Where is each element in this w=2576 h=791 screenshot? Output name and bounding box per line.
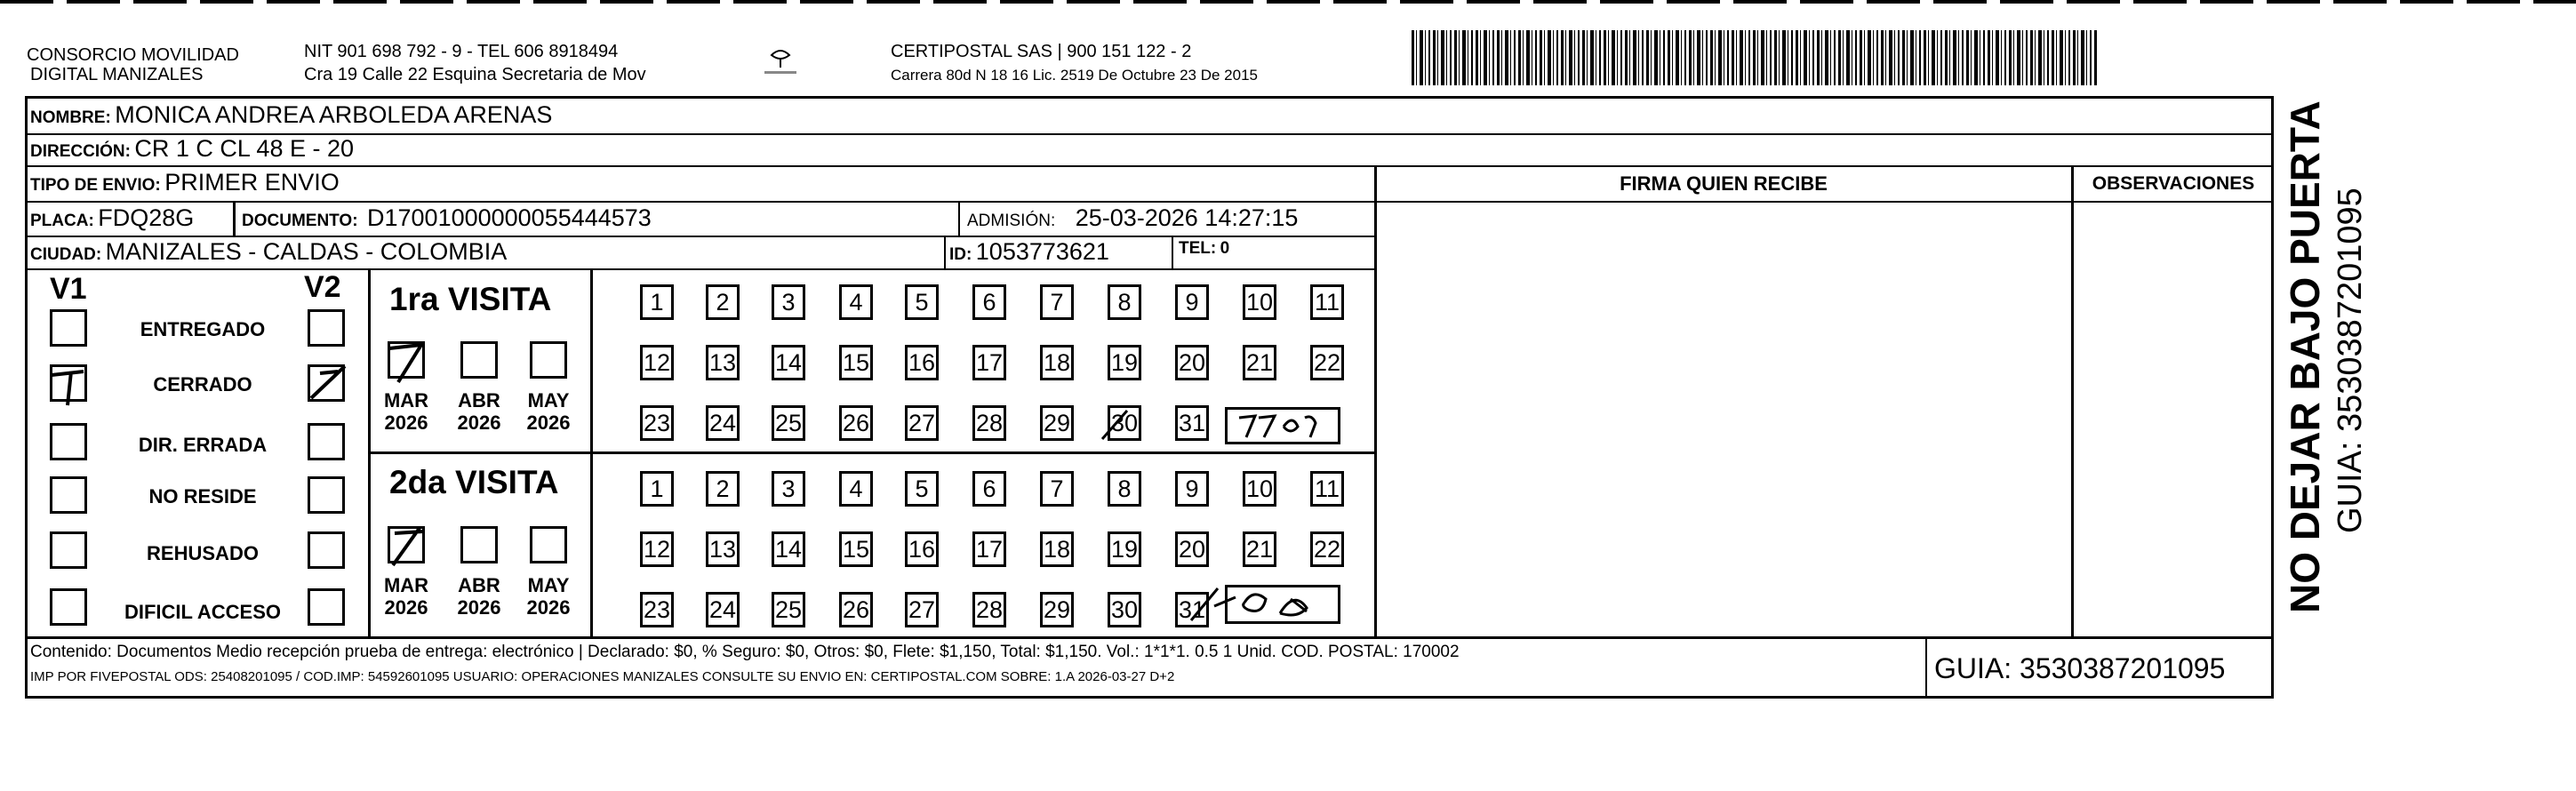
- first-visit-day-box[interactable]: 24: [706, 405, 740, 441]
- first-visit-day-box[interactable]: 17: [972, 345, 1006, 380]
- row-divider-5: [25, 268, 1376, 270]
- tel-label: TEL:: [1179, 239, 1217, 258]
- second-visit-may-checkbox[interactable]: [530, 526, 567, 563]
- second-visit-day-box[interactable]: 15: [839, 531, 873, 567]
- v1-rehusado-checkbox[interactable]: [50, 531, 87, 569]
- second-visit-day-box[interactable]: 23: [640, 592, 674, 627]
- col-divider-tel: [1172, 236, 1173, 269]
- ciudad-value: MANIZALES - CALDAS - COLOMBIA: [105, 238, 508, 265]
- status-rehusado: REHUSADO: [147, 542, 259, 564]
- company-name-line2: DIGITAL MANIZALES: [30, 65, 204, 84]
- top-edge: [0, 0, 2576, 4]
- second-visit-day-box[interactable]: 2: [706, 471, 740, 507]
- second-visit-day-box[interactable]: 30: [1108, 592, 1141, 627]
- status-dificil-acceso: DIFICIL ACCESO: [124, 601, 281, 623]
- row-divider-4: [25, 236, 1376, 237]
- v2-rehusado-checkbox[interactable]: [308, 531, 345, 569]
- first-visit-day-box[interactable]: 13: [706, 345, 740, 380]
- first-visit-mar-mark: [382, 336, 436, 389]
- second-visit-day-box[interactable]: 14: [772, 531, 805, 567]
- second-visit-day-box[interactable]: 16: [905, 531, 939, 567]
- status-no-reside: NO RESIDE: [148, 485, 257, 507]
- status-cerrado: CERRADO: [153, 373, 252, 396]
- v1-dificil-acceso-checkbox[interactable]: [50, 588, 87, 626]
- ciudad-row: [30, 240, 507, 264]
- placa-value: FDQ28G: [98, 204, 195, 231]
- row-divider-1: [25, 133, 2274, 135]
- second-visit-day-box[interactable]: 22: [1310, 531, 1344, 567]
- second-visit-day-box[interactable]: 18: [1040, 531, 1074, 567]
- first-visit-day-box[interactable]: 12: [640, 345, 674, 380]
- v2-no-reside-checkbox[interactable]: [308, 476, 345, 514]
- observaciones-header: OBSERVACIONES: [2092, 173, 2255, 194]
- company-name-line1: CONSORCIO MOVILIDAD: [27, 45, 239, 65]
- first-visit-day-box[interactable]: 21: [1243, 345, 1276, 380]
- second-visit-day-box[interactable]: 28: [972, 592, 1006, 627]
- id-label: ID:: [949, 245, 972, 264]
- first-visit-day-box[interactable]: 29: [1040, 405, 1074, 441]
- first-visit-day-box[interactable]: 27: [905, 405, 939, 441]
- first-visit-day30-mark: [1095, 405, 1134, 446]
- col-divider-admision: [958, 203, 960, 236]
- first-visit-month-may: MAY 2026: [526, 389, 571, 435]
- second-visit-day-box[interactable]: 4: [839, 471, 873, 507]
- nombre-row: [30, 103, 552, 127]
- second-visit-abr-checkbox[interactable]: [460, 526, 498, 563]
- v1-label: V1: [50, 272, 87, 306]
- first-visit-day-box[interactable]: 4: [839, 284, 873, 320]
- nombre-value: MONICA ANDREA ARBOLEDA ARENAS: [115, 101, 553, 128]
- direccion-row: [30, 137, 354, 161]
- first-visit-abr-checkbox[interactable]: [460, 341, 498, 379]
- v1-entregado-checkbox[interactable]: [50, 309, 87, 347]
- barcode: [1412, 30, 2098, 85]
- placa-label: PLACA:: [30, 212, 94, 230]
- second-visit-day-box[interactable]: 1: [640, 471, 674, 507]
- first-visit-day-box[interactable]: 2: [706, 284, 740, 320]
- carrier-line: CERTIPOSTAL SAS | 900 151 122 - 2: [891, 42, 1192, 61]
- col-divider-obs: [2071, 165, 2074, 636]
- address-line: Cra 19 Calle 22 Esquina Secretaria de Mov: [304, 65, 646, 84]
- tipo-label: TIPO DE ENVIO:: [30, 176, 161, 195]
- second-visit-day-box[interactable]: 27: [905, 592, 939, 627]
- footer-contenido: Contenido: Documentos Medio recepción prueba de entrega: electrónico | Declarado: $0, % Seguro: $0, Otros: $0, Flete: $1,150, Total: $1,150. Vol.: 1*1*1. 0.5 1 Unid. COD. POSTAL: 170002: [30, 643, 1460, 661]
- first-visit-day-box[interactable]: 3: [772, 284, 805, 320]
- first-visit-day-box[interactable]: 9: [1175, 284, 1209, 320]
- col-divider-id: [944, 236, 946, 269]
- first-visit-handwriting: [1227, 405, 1342, 444]
- v2-cerrado-mark: [302, 359, 356, 411]
- first-visit-day-box[interactable]: 14: [772, 345, 805, 380]
- tipo-value: PRIMER ENVIO: [164, 169, 340, 196]
- second-visit-day-box[interactable]: 7: [1040, 471, 1074, 507]
- documento-label: DOCUMENTO:: [242, 212, 358, 230]
- second-visit-day-box[interactable]: 21: [1243, 531, 1276, 567]
- first-visit-day-box[interactable]: 15: [839, 345, 873, 380]
- side-no-dejar: NO DEJAR BAJO PUERTA: [2282, 100, 2328, 613]
- second-visit-title: 2da VISITA: [389, 464, 559, 500]
- first-visit-day-box[interactable]: 18: [1040, 345, 1074, 380]
- row-divider-2: [25, 165, 2274, 167]
- carrier-logo: [763, 46, 798, 78]
- second-visit-mar-mark: [382, 521, 436, 574]
- direccion-label: DIRECCIÓN:: [30, 142, 131, 161]
- first-visit-day-box[interactable]: 1: [640, 284, 674, 320]
- carrier-address: Carrera 80d N 18 16 Lic. 2519 De Octubre 23 De 2015: [891, 67, 1258, 84]
- v2-entregado-checkbox[interactable]: [308, 309, 345, 347]
- tel-row: [1179, 240, 1229, 257]
- direccion-value: CR 1 C CL 48 E - 20: [134, 135, 355, 162]
- first-visit-day-box[interactable]: 5: [905, 284, 939, 320]
- footer-imp: IMP POR FIVEPOSTAL ODS: 25408201095 / COD.IMP: 54592601095 USUARIO: OPERACIONES MANIZALES CONSULTE SU ENVIO EN: CERTIPOSTAL.COM SOBRE: 1.A 2026-03-27 D+2: [30, 669, 1175, 684]
- first-visit-day-box[interactable]: 16: [905, 345, 939, 380]
- first-visit-month-mar: MAR 2026: [383, 389, 429, 435]
- status-entregado: ENTREGADO: [140, 318, 266, 340]
- tel-value: 0: [1220, 239, 1230, 258]
- second-visit-day-box[interactable]: 17: [972, 531, 1006, 567]
- first-visit-day-box[interactable]: 31: [1175, 405, 1209, 441]
- first-visit-day-box[interactable]: 30: [1108, 405, 1141, 441]
- v2-dir-errada-checkbox[interactable]: [308, 423, 345, 460]
- v2-label: V2: [304, 270, 341, 304]
- side-guia: GUIA: 3530387201095: [2332, 188, 2369, 533]
- ciudad-label: CIUDAD:: [30, 245, 102, 264]
- v1-no-reside-checkbox[interactable]: [50, 476, 87, 514]
- first-visit-day-box[interactable]: 19: [1108, 345, 1141, 380]
- first-visit-may-checkbox[interactable]: [530, 341, 567, 379]
- col-divider-placa: [233, 203, 236, 236]
- second-visit-month-mar: MAR 2026: [383, 574, 429, 619]
- documento-value: D17001000000055444573: [367, 204, 652, 231]
- col-divider-guia: [1925, 638, 1927, 699]
- v2-dificil-acceso-checkbox[interactable]: [308, 588, 345, 626]
- nombre-label: NOMBRE:: [30, 108, 111, 127]
- second-visit-day-box[interactable]: 26: [839, 592, 873, 627]
- tipo-row: [30, 171, 340, 195]
- first-visit-day-box[interactable]: 22: [1310, 345, 1344, 380]
- second-visit-day-box[interactable]: 12: [640, 531, 674, 567]
- first-visit-day-box[interactable]: 26: [839, 405, 873, 441]
- first-visit-day-box[interactable]: 28: [972, 405, 1006, 441]
- second-visit-day-box[interactable]: 20: [1175, 531, 1209, 567]
- second-visit-month-may: MAY 2026: [526, 574, 571, 619]
- second-visit-day-box[interactable]: 11: [1310, 471, 1344, 507]
- admision-label: ADMISIÓN:: [967, 212, 1056, 230]
- second-visit-day-box[interactable]: 5: [905, 471, 939, 507]
- nit-line: NIT 901 698 792 - 9 - TEL 606 8918494: [304, 42, 619, 61]
- v1-dir-errada-checkbox[interactable]: [50, 423, 87, 460]
- row-divider-3: [25, 201, 1376, 203]
- first-visit-day-box[interactable]: 11: [1310, 284, 1344, 320]
- first-visit-day-box[interactable]: 20: [1175, 345, 1209, 380]
- second-visit-day-box[interactable]: 6: [972, 471, 1006, 507]
- second-visit-day-box[interactable]: 31: [1175, 592, 1209, 627]
- second-visit-day-box[interactable]: 13: [706, 531, 740, 567]
- second-visit-day-box[interactable]: 3: [772, 471, 805, 507]
- second-visit-handwriting: [1182, 579, 1342, 627]
- second-visit-day-box[interactable]: 29: [1040, 592, 1074, 627]
- visit-divider-middle: [368, 451, 1376, 454]
- first-visit-month-abr: ABR 2026: [457, 389, 501, 435]
- first-visit-day-box[interactable]: 7: [1040, 284, 1074, 320]
- first-visit-day-box[interactable]: 10: [1243, 284, 1276, 320]
- documento-row: [242, 206, 652, 230]
- admision-row: [967, 206, 1298, 230]
- second-visit-day-box[interactable]: 25: [772, 592, 805, 627]
- firma-header: FIRMA QUIEN RECIBE: [1620, 172, 1828, 195]
- placa-row: [30, 206, 194, 230]
- id-row: [949, 240, 1109, 264]
- second-visit-day-box[interactable]: 8: [1108, 471, 1141, 507]
- second-visit-day-box[interactable]: 10: [1243, 471, 1276, 507]
- footer-divider: [25, 636, 2274, 639]
- v1-cerrado-mark: [44, 359, 98, 411]
- first-visit-day-box[interactable]: 23: [640, 405, 674, 441]
- second-visit-day-box[interactable]: 9: [1175, 471, 1209, 507]
- col-divider-firma: [1374, 165, 1377, 636]
- first-visit-day-box[interactable]: 8: [1108, 284, 1141, 320]
- id-value: 1053773621: [975, 238, 1109, 265]
- first-visit-day-box[interactable]: 6: [972, 284, 1006, 320]
- first-visit-title: 1ra VISITA: [389, 281, 552, 317]
- status-dir-errada: DIR. ERRADA: [138, 434, 268, 456]
- second-visit-day-box[interactable]: 24: [706, 592, 740, 627]
- first-visit-day-box[interactable]: 25: [772, 405, 805, 441]
- admision-value: 25-03-2026 14:27:15: [1075, 204, 1299, 231]
- footer-guia: GUIA: 3530387201095: [1934, 652, 2226, 684]
- observaciones-area[interactable]: [2075, 203, 2272, 636]
- second-visit-day-box[interactable]: 19: [1108, 531, 1141, 567]
- second-visit-month-abr: ABR 2026: [457, 574, 501, 619]
- firma-area[interactable]: [1378, 203, 2071, 636]
